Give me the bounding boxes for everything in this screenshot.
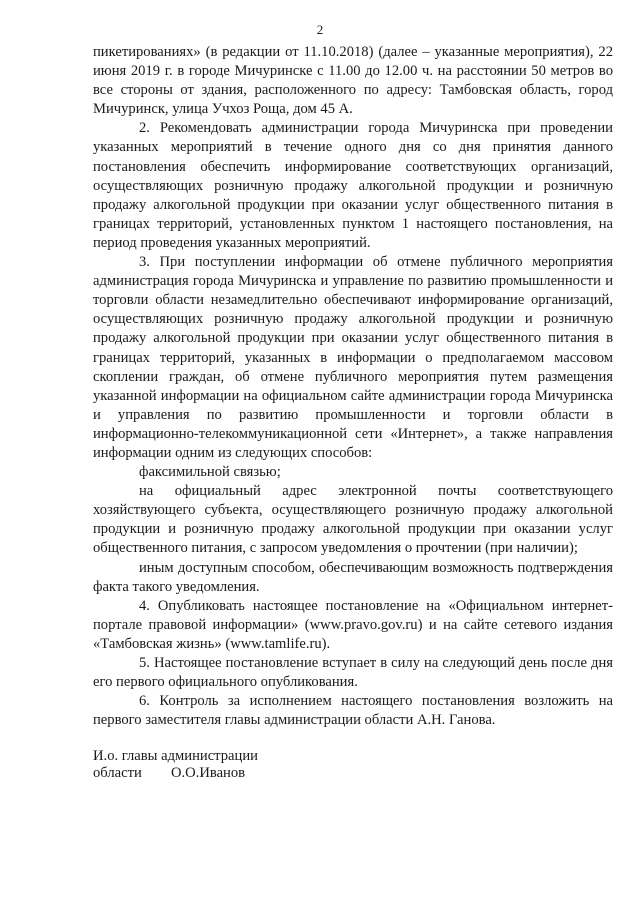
paragraph-2: 2. Рекомендовать администрации города Мичуринска при проведении указанных мероприятий в течение одного дня со дня принятия данного постановления обеспечить информирование соответствующих организаций, осуществляющих розничную продажу алкогольной продукции и розничную продажу алкогольной продукции при оказании услуг общественного питания в границах территорий, установленных пунктом 1 настоящего постановления, на период проведения указанных мероприятий. xyxy=(93,120,613,251)
paragraph-1-continuation: пикетированиях» (в редакции от 11.10.2018) (далее – указанные мероприятия), 22 июня 2019 г. в городе Мичуринске с 11.00 до 12.00 ч. на расстоянии 50 метров во все стороны от здания, расположенного по адресу: Тамбовская область, город Мичуринск, улица Учхоз Роща, дом 45 А. xyxy=(93,44,613,118)
paragraph-5: 5. Настоящее постановление вступает в силу на следующий день после дня его первого официального опубликования. xyxy=(93,655,613,691)
page-number: 2 xyxy=(316,22,324,37)
paragraph-3: 3. При поступлении информации об отмене публичного мероприятия администрация города Мичуринска и управление по развитию промышленности и торговли области незамедлительно обеспечивают информирование организаций, осуществляющих розничную продажу алкогольной продукции и розничную продажу алкогольной продукции при оказании услуг общественного питания в границах территорий, указанных в информации о предполагаемом массовом скоплении граждан, об отмене публичного мероприятия путем размещения указанной информации на официальном сайте администрации города Мичуринска и управления по развитию промышленности и торговли области в информационно-телекоммуникационной сети «Интернет», а также направления информации одним из следующих способов: xyxy=(93,254,613,461)
signature-title: И.о. главы администрации xyxy=(93,748,258,764)
signature-name: области О.О.Иванов xyxy=(93,765,246,781)
method-fax: факсимильной связью; xyxy=(139,464,281,481)
paragraph-6: 6. Контроль за исполнением настоящего постановления возложить на первого заместителя главы администрации области А.Н. Ганова. xyxy=(93,693,613,729)
document-body xyxy=(93,43,613,730)
method-email: на официальный адрес электронной почты соответствующего хозяйствующего субъекта, осуществляющего розничную продажу алкогольной продукции и розничную продажу алкогольной продукции при оказании услуг общественного питания, с запросом уведомления о прочтении (при наличии); xyxy=(93,483,613,557)
method-other: иным доступным способом, обеспечивающим возможность подтверждения факта такого уведомления. xyxy=(93,559,613,595)
paragraph-4: 4. Опубликовать настоящее постановление на «Официальном интернет-портале правовой информации» (www.pravo.gov.ru) и на сайте сетевого издания «Тамбовская жизнь» (www.tamlife.ru). xyxy=(93,597,613,652)
signature-block xyxy=(93,748,258,782)
